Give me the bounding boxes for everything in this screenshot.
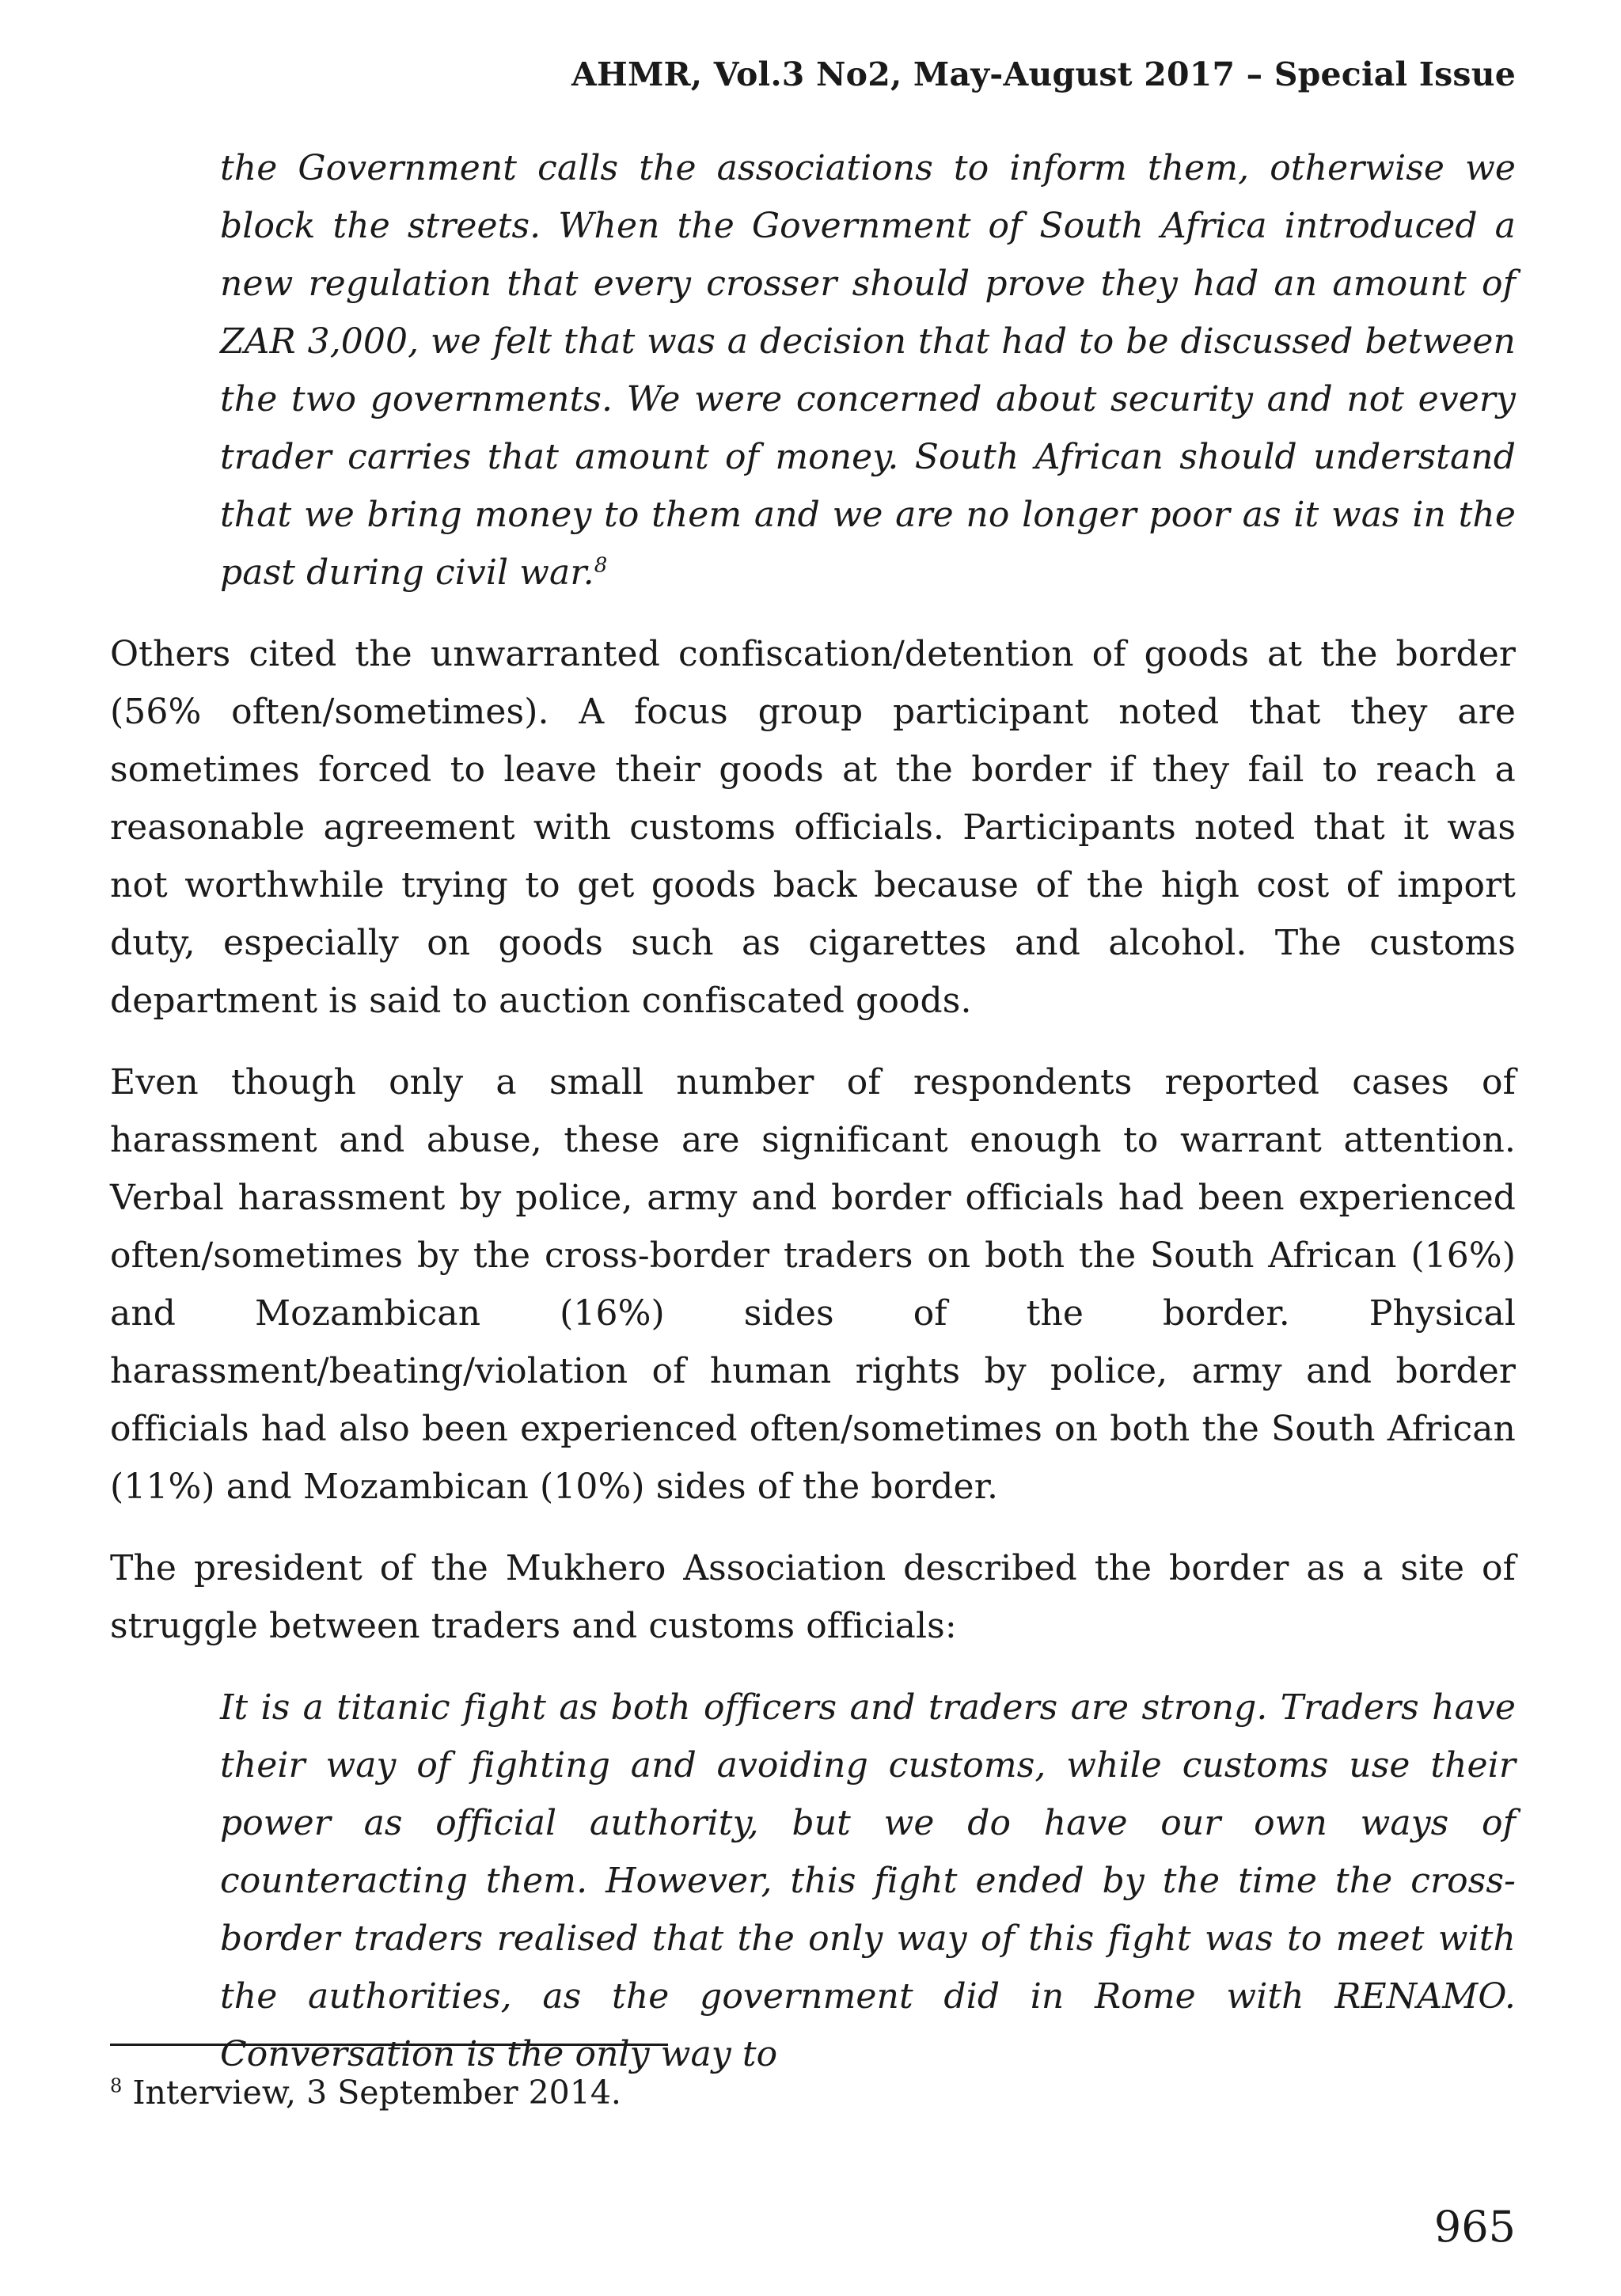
running-header: AHMR, Vol.3 No2, May-August 2017 – Special Issue [571, 55, 1516, 93]
block-quote-interview [220, 139, 1516, 602]
footnote-divider [110, 2044, 668, 2046]
paragraph-mukhero-intro: The president of the Mukhero Association described the border as a site of struggle between traders and customs officials: [110, 1548, 1516, 1646]
footnote [110, 2069, 621, 2116]
quote-text: the Government calls the associations to inform them, otherwise we block the streets. When the Government of South Africa introduced a new regulation that every crosser should prove they had an amount of ZAR 3,000, we felt that was a decision that had to be discussed between the two governments. We were concerned about security and not every trader carries that amount of money. South African should understand that we bring money to them and we are no longer poor as it was in the past during civil war. [220, 148, 1516, 593]
page-body [110, 139, 1516, 2083]
footnote-text: Interview, 3 September 2014. [132, 2074, 621, 2112]
footnote-reference[interactable]: 8 [594, 553, 608, 578]
footnote-number: 8 [110, 2074, 123, 2097]
paragraph-confiscation: Others cited the unwarranted confiscation/detention of goods at the border (56% often/sometimes). A focus group participant noted that they are sometimes forced to leave their goods at the border if they fail to reach a reasonable agreement with customs officials. Participants noted that it was not worthwhile trying to get goods back because of the high cost of import duty, especially on goods such as cigarettes and alcohol. The customs department is said to auction confiscated goods. [110, 634, 1516, 1021]
paragraph-harassment: Even though only a small number of respondents reported cases of harassment and abuse, these are significant enough to warrant attention. Verbal harassment by police, army and border officials had been experienced often/sometimes by the cross-border traders on both the South African (16%) and Mozambican (16%) sides of the border. Physical harassment/beating/violation of human rights by police, army and border officials had also been experienced often/sometimes on both the South African (11%) and Mozambican (10%) sides of the border. [110, 1062, 1516, 1507]
page-number: 965 [1433, 2202, 1516, 2252]
block-quote-president: It is a titanic fight as both officers and traders are strong. Traders have their way of fighting and avoiding customs, while customs use their power as official authority, but we do have our own ways of counteracting them. However, this fight ended by the time the cross-border traders realised that the only way of this fight was to meet with the authorities, as the government did in Rome with RENAMO. Conversation is the only way to [220, 1687, 1516, 2074]
